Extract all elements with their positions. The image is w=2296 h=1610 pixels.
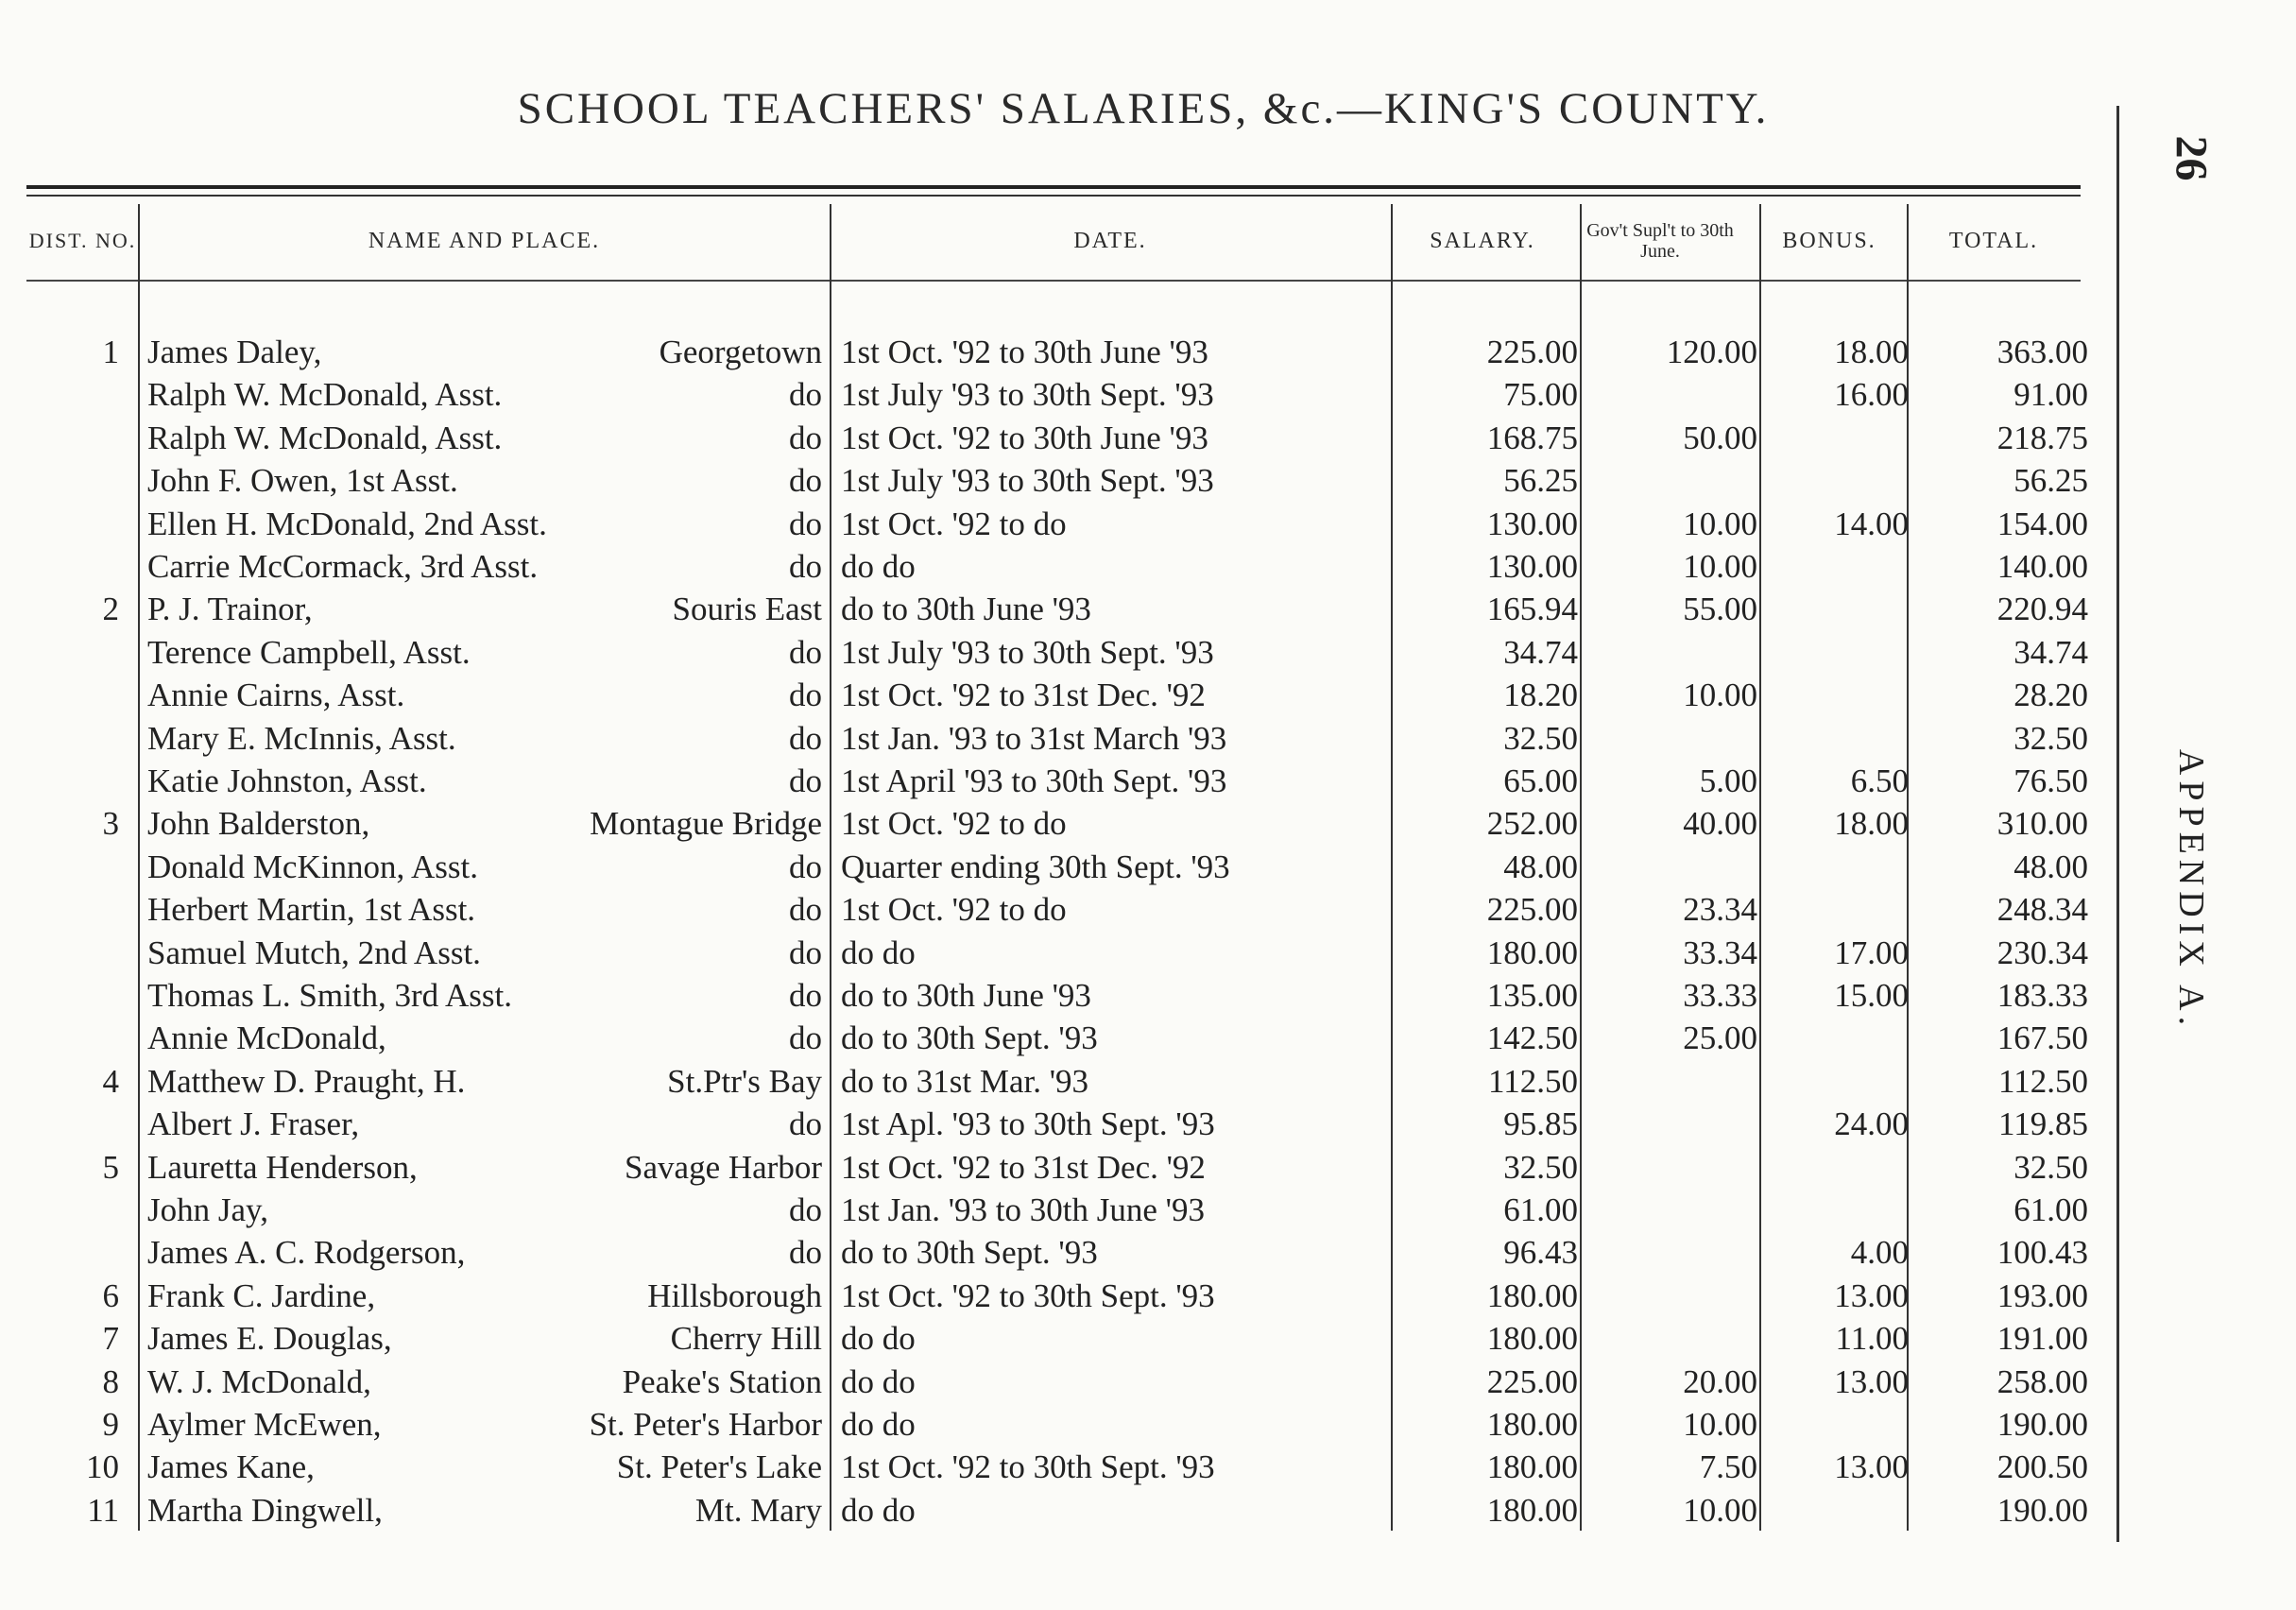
cell-date: 1st July '93 to 30th Sept. '93 [841, 633, 1214, 671]
cell-bonus: 18.00 [1834, 334, 1909, 370]
cell-place: St.Ptr's Bay [667, 1062, 822, 1100]
cell-total: 34.74 [2013, 633, 2088, 671]
cell-date: 1st Apl. '93 to 30th Sept. '93 [841, 1105, 1215, 1143]
cell-total: 200.50 [1996, 1448, 2088, 1486]
cell-salary: 225.00 [1486, 891, 1578, 929]
cell-name: James E. Douglas, [147, 1320, 392, 1358]
cell-name: Albert J. Fraser, [147, 1105, 360, 1143]
cell-total: 248.34 [1996, 891, 2088, 929]
cell-place: do [789, 633, 822, 671]
cell-place: do [789, 891, 822, 929]
cell-gov: 10.00 [1683, 505, 1757, 542]
cell-name: John Jay, [147, 1191, 269, 1228]
cell-total: 363.00 [1996, 334, 2088, 370]
cell-total: 140.00 [1996, 548, 2088, 585]
cell-date: do to 30th Sept. '93 [841, 1019, 1098, 1057]
cell-date: do to 30th June '93 [841, 977, 1091, 1014]
cell-place: do [789, 548, 822, 585]
cell-dist: 10 [86, 1448, 119, 1486]
cell-total: 218.75 [1996, 419, 2088, 456]
cell-gov: 23.34 [1683, 891, 1757, 929]
top-rule-thin [26, 195, 2081, 197]
cell-bonus: 14.00 [1834, 505, 1909, 542]
cell-place: Peake's Station [622, 1362, 822, 1400]
cell-total: 190.00 [1996, 1406, 2088, 1443]
column-divider [138, 204, 140, 1531]
cell-date: 1st July '93 to 30th Sept. '93 [841, 376, 1214, 414]
cell-total: 28.20 [2013, 677, 2088, 714]
cell-salary: 96.43 [1503, 1234, 1578, 1272]
cell-bonus: 4.00 [1850, 1234, 1909, 1272]
cell-place: do [789, 1191, 822, 1228]
cell-gov: 10.00 [1683, 1491, 1757, 1529]
cell-gov: 10.00 [1683, 677, 1757, 714]
cell-name: Herbert Martin, 1st Asst. [147, 891, 476, 929]
cell-salary: 95.85 [1503, 1105, 1578, 1143]
cell-name: Mary E. McInnis, Asst. [147, 719, 456, 757]
cell-name: Annie McDonald, [147, 1019, 386, 1057]
cell-bonus: 13.00 [1834, 1276, 1909, 1314]
cell-date: 1st Oct. '92 to 31st Dec. '92 [841, 1148, 1206, 1186]
cell-date: 1st Jan. '93 to 30th June '93 [841, 1191, 1205, 1228]
cell-name: Katie Johnston, Asst. [147, 762, 427, 799]
header-gov-suppl: Gov't Supl't to 30th June. [1586, 220, 1734, 262]
cell-place: Montague Bridge [590, 805, 822, 843]
header-name-place: NAME AND PLACE. [368, 228, 601, 253]
cell-salary: 112.50 [1488, 1062, 1578, 1100]
cell-place: do [789, 677, 822, 714]
cell-salary: 32.50 [1503, 1148, 1578, 1186]
cell-place: do [789, 462, 822, 500]
cell-date: 1st Oct. '92 to do [841, 805, 1067, 843]
cell-gov: 20.00 [1683, 1362, 1757, 1400]
cell-salary: 252.00 [1486, 805, 1578, 843]
cell-dist: 7 [102, 1320, 119, 1358]
cell-place: Georgetown [659, 334, 822, 370]
cell-name: Frank C. Jardine, [147, 1276, 376, 1314]
cell-gov: 10.00 [1683, 548, 1757, 585]
top-rule [26, 185, 2081, 189]
cell-total: 119.85 [1998, 1105, 2088, 1143]
cell-dist: 2 [102, 591, 119, 628]
cell-total: 193.00 [1996, 1276, 2088, 1314]
cell-salary: 135.00 [1486, 977, 1578, 1014]
cell-date: do do [841, 548, 916, 585]
cell-place: Cherry Hill [670, 1320, 822, 1358]
cell-dist: 9 [102, 1406, 119, 1443]
cell-name: Annie Cairns, Asst. [147, 677, 405, 714]
cell-salary: 225.00 [1486, 1362, 1578, 1400]
page-title: SCHOOL TEACHERS' SALARIES, &c.—KING'S COUNTY. [517, 84, 1770, 133]
cell-salary: 180.00 [1486, 933, 1578, 971]
cell-gov: 25.00 [1683, 1019, 1757, 1057]
cell-total: 258.00 [1996, 1362, 2088, 1400]
cell-salary: 130.00 [1486, 505, 1578, 542]
header-dist-no: DIST. NO. [28, 229, 137, 252]
cell-total: 112.50 [1998, 1062, 2088, 1100]
header-total: TOTAL. [1948, 228, 2039, 253]
cell-salary: 180.00 [1486, 1276, 1578, 1314]
cell-date: do to 30th Sept. '93 [841, 1234, 1098, 1272]
cell-total: 310.00 [1996, 805, 2088, 843]
cell-gov: 33.34 [1683, 933, 1757, 971]
header-date: DATE. [1073, 228, 1147, 253]
cell-total: 32.50 [2013, 1148, 2088, 1186]
cell-salary: 34.74 [1503, 633, 1578, 671]
cell-place: Hillsborough [647, 1276, 822, 1314]
cell-salary: 56.25 [1503, 462, 1578, 500]
cell-bonus: 6.50 [1850, 762, 1909, 799]
cell-total: 154.00 [1996, 505, 2088, 542]
cell-place: St. Peter's Harbor [589, 1406, 822, 1443]
cell-salary: 180.00 [1486, 1448, 1578, 1486]
cell-date: do to 31st Mar. '93 [841, 1062, 1089, 1100]
cell-bonus: 13.00 [1834, 1448, 1909, 1486]
cell-date: 1st Oct. '92 to do [841, 891, 1067, 929]
cell-date: do do [841, 1406, 916, 1443]
cell-total: 220.94 [1996, 591, 2088, 628]
cell-place: Savage Harbor [625, 1148, 822, 1186]
cell-name: Martha Dingwell, [147, 1491, 383, 1529]
cell-total: 183.33 [1996, 977, 2088, 1014]
cell-bonus: 13.00 [1834, 1362, 1909, 1400]
cell-dist: 3 [102, 805, 119, 843]
cell-place: do [789, 419, 822, 456]
cell-place: do [789, 848, 822, 885]
header-salary: SALARY. [1430, 228, 1535, 253]
cell-date: Quarter ending 30th Sept. '93 [841, 848, 1230, 885]
cell-date: do to 30th June '93 [841, 591, 1091, 628]
cell-place: do [789, 719, 822, 757]
cell-name: John Balderston, [147, 805, 370, 843]
cell-bonus: 17.00 [1834, 933, 1909, 971]
cell-total: 56.25 [2013, 462, 2088, 500]
cell-name: Matthew D. Praught, H. [147, 1062, 466, 1100]
cell-salary: 142.50 [1486, 1019, 1578, 1057]
page-number: 26 [2166, 135, 2217, 181]
cell-place: do [789, 933, 822, 971]
cell-name: James Kane, [147, 1448, 315, 1486]
cell-place: do [789, 1234, 822, 1272]
cell-name: Ralph W. McDonald, Asst. [147, 376, 503, 414]
cell-place: Souris East [672, 591, 822, 628]
cell-date: 1st April '93 to 30th Sept. '93 [841, 762, 1227, 799]
cell-salary: 75.00 [1503, 376, 1578, 414]
cell-name: P. J. Trainor, [147, 591, 313, 628]
cell-place: do [789, 762, 822, 799]
cell-total: 61.00 [2013, 1191, 2088, 1228]
cell-name: John F. Owen, 1st Asst. [147, 462, 458, 500]
cell-place: do [789, 1105, 822, 1143]
cell-bonus: 11.00 [1835, 1320, 1909, 1358]
cell-dist: 4 [102, 1062, 119, 1100]
cell-total: 91.00 [2013, 376, 2088, 414]
cell-total: 191.00 [1996, 1320, 2088, 1358]
cell-gov: 40.00 [1683, 805, 1757, 843]
cell-date: 1st Oct. '92 to 30th Sept. '93 [841, 1448, 1215, 1486]
cell-salary: 168.75 [1486, 419, 1578, 456]
cell-gov: 33.33 [1683, 977, 1757, 1014]
cell-salary: 180.00 [1486, 1491, 1578, 1529]
cell-gov: 55.00 [1683, 591, 1757, 628]
cell-place: do [789, 1019, 822, 1057]
cell-gov: 50.00 [1683, 419, 1757, 456]
cell-place: do [789, 376, 822, 414]
cell-gov: 5.00 [1699, 762, 1757, 799]
margin-rule [2116, 106, 2119, 1542]
cell-bonus: 24.00 [1834, 1105, 1909, 1143]
cell-place: Mt. Mary [694, 1491, 822, 1529]
cell-date: do do [841, 1491, 916, 1529]
cell-date: 1st Oct. '92 to 31st Dec. '92 [841, 677, 1206, 714]
cell-salary: 18.20 [1503, 677, 1578, 714]
cell-date: 1st Jan. '93 to 31st March '93 [841, 719, 1227, 757]
cell-date: do do [841, 933, 916, 971]
cell-total: 32.50 [2013, 719, 2088, 757]
cell-date: 1st Oct. '92 to 30th June '93 [841, 334, 1208, 370]
cell-salary: 180.00 [1486, 1406, 1578, 1443]
appendix-label: APPENDIX A. [2171, 748, 2212, 1032]
cell-dist: 6 [102, 1276, 119, 1314]
cell-salary: 225.00 [1486, 334, 1578, 370]
cell-salary: 61.00 [1503, 1191, 1578, 1228]
cell-gov: 120.00 [1666, 334, 1757, 370]
cell-name: Donald McKinnon, Asst. [147, 848, 478, 885]
cell-salary: 165.94 [1486, 591, 1578, 628]
cell-total: 167.50 [1996, 1019, 2088, 1057]
cell-dist: 5 [102, 1148, 119, 1186]
cell-gov: 10.00 [1683, 1406, 1757, 1443]
cell-name: Ellen H. McDonald, 2nd Asst. [147, 505, 547, 542]
header-bonus: BONUS. [1782, 228, 1876, 253]
cell-salary: 32.50 [1503, 719, 1578, 757]
cell-name: Terence Campbell, Asst. [147, 633, 471, 671]
cell-name: Thomas L. Smith, 3rd Asst. [147, 977, 512, 1014]
cell-salary: 65.00 [1503, 762, 1578, 799]
cell-date: 1st Oct. '92 to 30th June '93 [841, 419, 1208, 456]
cell-bonus: 15.00 [1834, 977, 1909, 1014]
cell-salary: 130.00 [1486, 548, 1578, 585]
cell-bonus: 18.00 [1834, 805, 1909, 843]
cell-name: James Daley, [147, 334, 322, 370]
cell-name: James A. C. Rodgerson, [147, 1234, 466, 1272]
cell-total: 76.50 [2013, 762, 2088, 799]
column-divider [830, 204, 831, 1531]
cell-date: 1st July '93 to 30th Sept. '93 [841, 462, 1214, 500]
cell-date: do do [841, 1362, 916, 1400]
cell-salary: 48.00 [1503, 848, 1578, 885]
cell-name: Ralph W. McDonald, Asst. [147, 419, 503, 456]
header-rule [26, 280, 2081, 282]
column-divider [1580, 204, 1582, 1531]
cell-dist: 1 [102, 334, 119, 370]
cell-place: do [789, 505, 822, 542]
cell-date: 1st Oct. '92 to do [841, 505, 1067, 542]
cell-total: 230.34 [1996, 933, 2088, 971]
cell-name: Carrie McCormack, 3rd Asst. [147, 548, 539, 585]
cell-name: Samuel Mutch, 2nd Asst. [147, 933, 481, 971]
cell-date: do do [841, 1320, 916, 1358]
cell-total: 100.43 [1996, 1234, 2088, 1272]
column-divider [1759, 204, 1761, 1531]
cell-bonus: 16.00 [1834, 376, 1909, 414]
cell-total: 190.00 [1996, 1491, 2088, 1529]
cell-place: do [789, 977, 822, 1014]
cell-dist: 11 [87, 1491, 119, 1529]
cell-name: W. J. McDonald, [147, 1362, 371, 1400]
cell-place: St. Peter's Lake [616, 1448, 822, 1486]
cell-date: 1st Oct. '92 to 30th Sept. '93 [841, 1276, 1215, 1314]
cell-name: Aylmer McEwen, [147, 1406, 382, 1443]
cell-gov: 7.50 [1699, 1448, 1757, 1486]
cell-dist: 8 [102, 1362, 119, 1400]
cell-salary: 180.00 [1486, 1320, 1578, 1358]
cell-total: 48.00 [2013, 848, 2088, 885]
cell-name: Lauretta Henderson, [147, 1148, 418, 1186]
